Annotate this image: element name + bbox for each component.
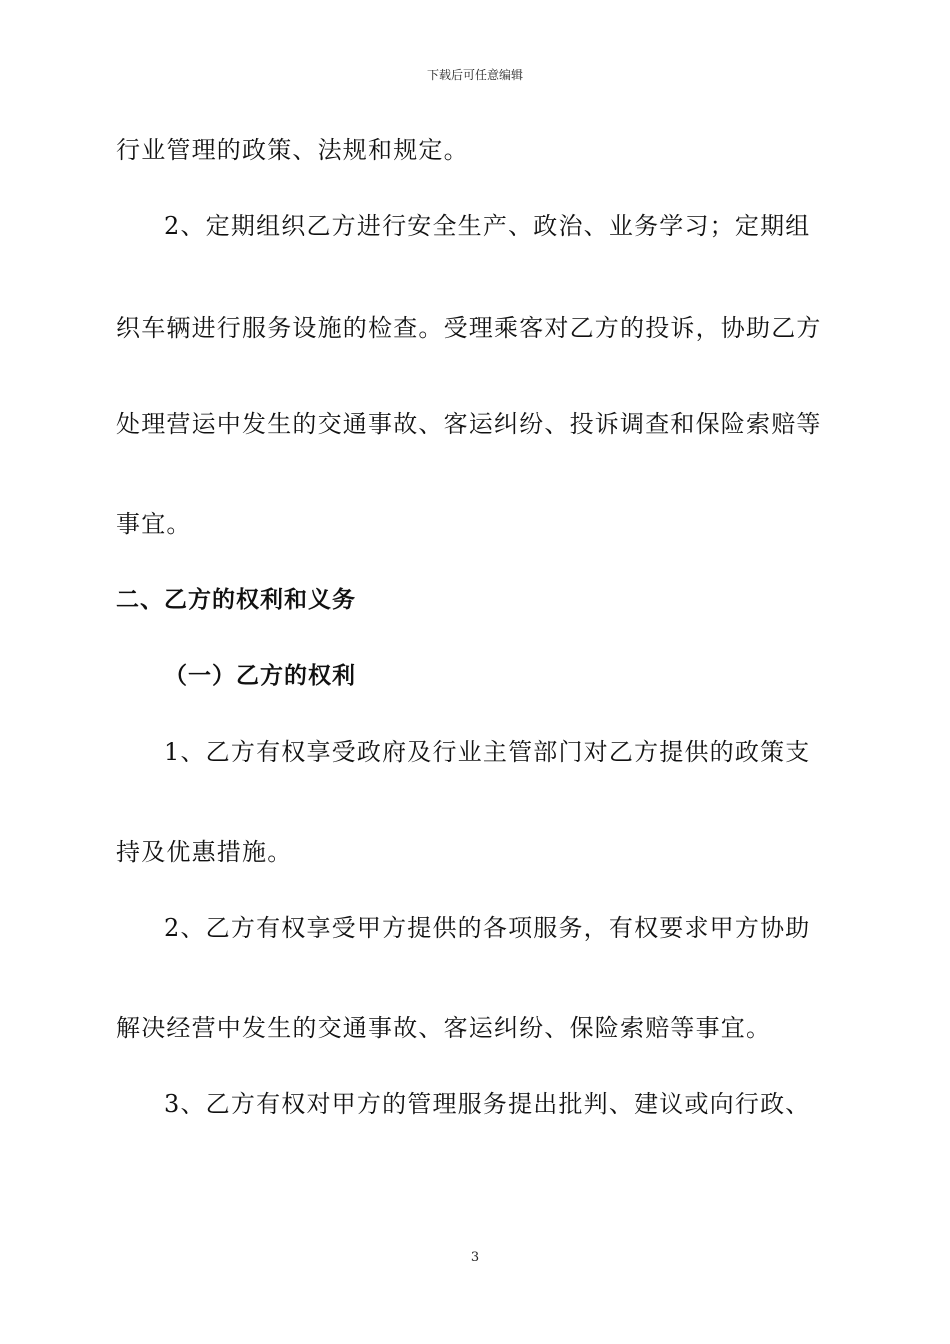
subsection-heading: （一）乙方的权利	[164, 663, 356, 689]
body-line: 处理营运中发生的交通事故、客运纠纷、投诉调查和保险索赔等	[116, 410, 822, 438]
page-number: 3	[470, 1250, 480, 1265]
body-line: 行业管理的政策、法规和规定。	[116, 136, 469, 164]
header-note: 下载后可任意编辑	[426, 68, 523, 82]
body-line: 织车辆进行服务设施的检查。受理乘客对乙方的投诉，协助乙方	[116, 314, 822, 342]
body-line: 解决经营中发生的交通事故、客运纠纷、保险索赔等事宜。	[116, 1014, 772, 1042]
section-heading: 二、乙方的权利和义务	[116, 587, 356, 613]
body-line: 事宜。	[116, 510, 192, 538]
body-line: 3、乙方有权对甲方的管理服务提出批判、建议或向行政、	[164, 1090, 811, 1118]
body-line: 持及优惠措施。	[116, 838, 293, 866]
body-line: 2、乙方有权享受甲方提供的各项服务，有权要求甲方协助	[164, 914, 811, 942]
body-line: 2、定期组织乙方进行安全生产、政治、业务学习；定期组	[164, 212, 811, 240]
body-line: 1、乙方有权享受政府及行业主管部门对乙方提供的政策支	[164, 738, 811, 766]
